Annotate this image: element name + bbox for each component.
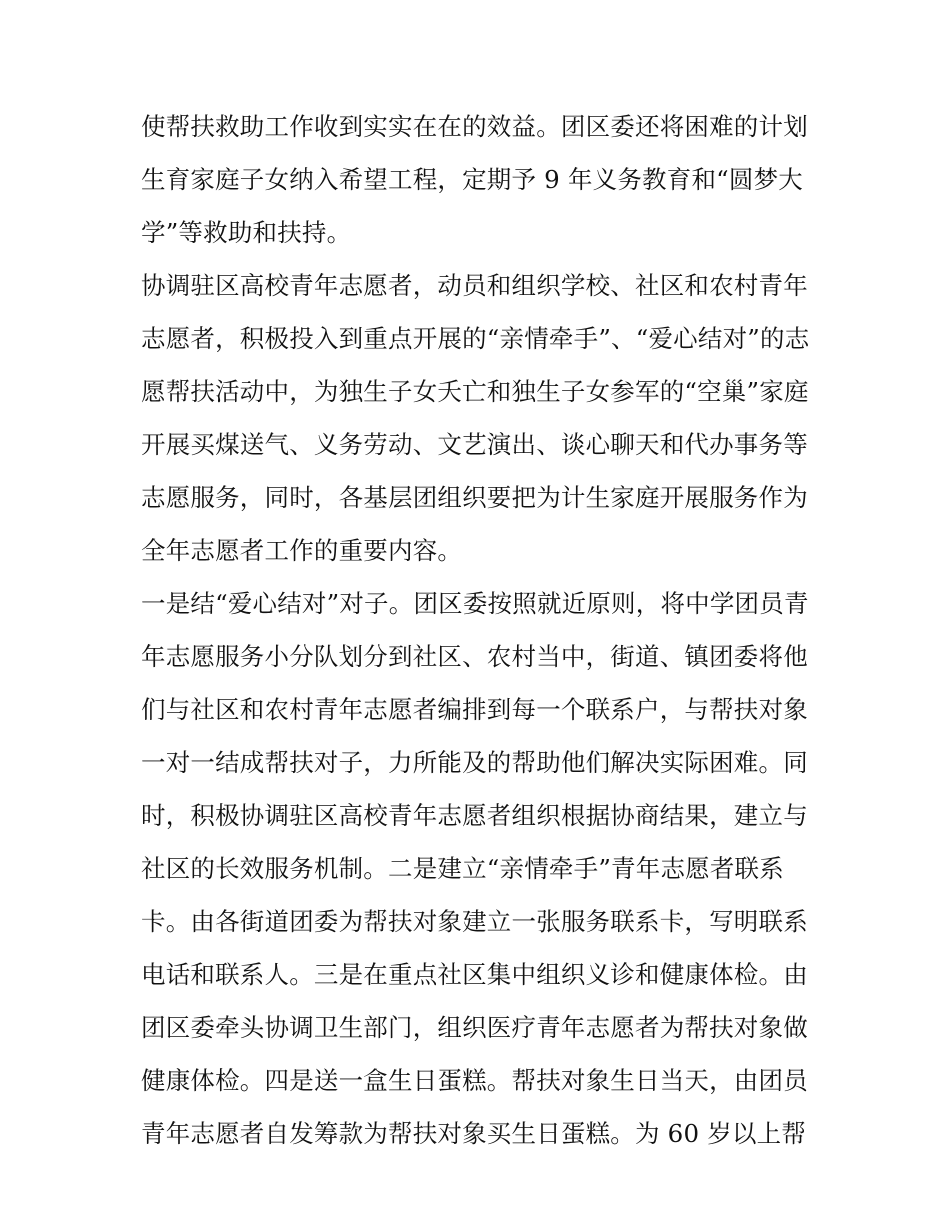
text-line: 愿帮扶活动中，为独生子女夭亡和独生子女参军的“空巢”家庭 bbox=[141, 377, 809, 406]
text-line: 协调驻区高校青年志愿者，动员和组织学校、社区和农村青年 bbox=[141, 271, 808, 300]
text-line: 开展买煤送气、义务劳动、文艺演出、谈心聊天和代办事务等 bbox=[141, 430, 808, 459]
text-line: 志愿者，积极投入到重点开展的“亲情牵手”、“爱心结对”的志 bbox=[141, 324, 810, 353]
text-line: 全年志愿者工作的重要内容。 bbox=[141, 536, 463, 565]
text-line: 们与社区和农村青年志愿者编排到每一个联系户，与帮扶对象 bbox=[141, 695, 808, 724]
text-line: 一是结“爱心结对”对子。团区委按照就近原则，将中学团员青 bbox=[141, 589, 809, 618]
text-line: 生育家庭子女纳入希望工程，定期予 9 年义务教育和“圆梦大 bbox=[141, 165, 803, 194]
text-line: 团区委牵头协调卫生部门，组织医疗青年志愿者为帮扶对象做 bbox=[141, 1013, 808, 1042]
text-line: 社区的长效服务机制。二是建立“亲情牵手”青年志愿者联系 bbox=[141, 854, 784, 883]
text-line: 学”等救助和扶持。 bbox=[141, 218, 352, 247]
text-line: 时，积极协调驻区高校青年志愿者组织根据协商结果，建立与 bbox=[141, 801, 808, 830]
text-line: 青年志愿者自发筹款为帮扶对象买生日蛋糕。为 60 岁以上帮 bbox=[141, 1119, 807, 1148]
text-line: 一对一结成帮扶对子，力所能及的帮助他们解决实际困难。同 bbox=[141, 748, 808, 777]
text-line: 年志愿服务小分队划分到社区、农村当中，街道、镇团委将他 bbox=[141, 642, 808, 671]
text-line: 志愿服务，同时，各基层团组织要把为计生家庭开展服务作为 bbox=[141, 483, 808, 512]
text-line: 使帮扶救助工作收到实实在在的效益。团区委还将困难的计划 bbox=[141, 112, 808, 141]
text-line: 电话和联系人。三是在重点社区集中组织义诊和健康体检。由 bbox=[141, 960, 808, 989]
text-line: 健康体检。四是送一盒生日蛋糕。帮扶对象生日当天，由团员 bbox=[141, 1066, 808, 1095]
text-line: 卡。由各街道团委为帮扶对象建立一张服务联系卡，写明联系 bbox=[141, 907, 808, 936]
